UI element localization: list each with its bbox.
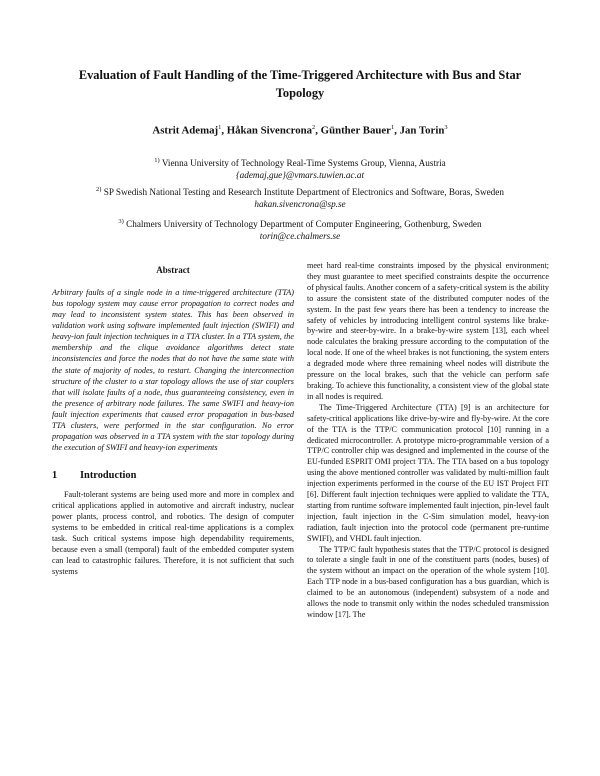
author-affiliation-mark: 1 — [218, 124, 222, 131]
affiliation-mark: 1) — [154, 157, 160, 164]
body-paragraph: meet hard real-time constraints imposed by the physical environment; they must guarantee to meet specified constraints despite the occurrence of physical faults. Another concern of a safety-critical system is the ability to assure the consistent state of the distributed computer nodes of the system. In the past few years there has been a tendency to increase the safety of vehicles by introducing intelligent control systems like brake-by-wire and steer-by-wire. In a brake-by-wire system [13], each wheel node calculates the braking pressure according to the computation of the local node. If one of the wheel brakes is not functioning, the system enters a degraded mode where three remaining wheel nodes will distribute the pressure on the local brakes, such that the vehicle can perform safe braking. To achieve this functionality, a consistent view of the global state in all nodes is required. — [307, 261, 549, 401]
author-list: Astrit Ademaj$^1$, Håkan Sivencrona$^2$, Günther Bauer$^1$, Jan Torin$^3$ — [152, 124, 448, 137]
affiliation-mark: 3) — [118, 218, 124, 225]
left-column — [52, 261, 294, 577]
affiliation-text: SP Swedish National Testing and Research Institute Department of Electronics and Software, Boras, Sweden — [103, 187, 504, 198]
author-name: Astrit Ademaj — [152, 124, 219, 137]
affiliation-text: Chalmers University of Technology Department of Computer Engineering, Gothenburg, Sweden — [126, 219, 482, 230]
affiliation-email: hakan.sivencrona@sp.se — [254, 198, 346, 209]
author-affiliation-mark: 2 — [312, 124, 316, 131]
body-paragraph: The Time-Triggered Architecture (TTA) [9] is an architecture for safety-critical applications like drive-by-wire and fly-by-wire. At the core of the TTA is the TTP/C communication protocol [10] running in a dedicated microcontroller. A prototype micro-programmable version of a TTP/C controller chip was designed and implemented in the course of the EU-funded ESPRIT OMI project TTA. The TTA based on a bus topology using the above mentioned controller was validated by multi-million fault injection experiments performed in the course of the EU IST Project FIT [6]. Different fault injection techniques were applied to validate the TTA, starting from runtime software implemented fault injection, pin-level fault injection, fault injection in the C-Sim simulation model, heavy-ion radiation, fault injection into the protocol code (permanent pre-runtime SWIFI), and VHDL fault injection. — [307, 402, 549, 543]
author-name: Günther Bauer — [320, 124, 391, 137]
affiliation-email: torin@ce.chalmers.se — [259, 230, 341, 241]
author-affiliation-mark: 1 — [390, 124, 395, 131]
author-name: Håkan Sivencrona — [226, 124, 313, 137]
affiliation-3 — [40, 216, 560, 242]
body-paragraph: The TTP/C fault hypothesis states that the TTP/C protocol is designed to tolerate a single fault in one of the constituent parts (nodes, buses) of the system without an impact on the operation of the whole system [10]. Each TTP node in a bus-based configuration has a bus guardian, which is claimed to be an autonomous (independent) subsystem of a node and allows the node to transmit only within the nodes scheduled transmission window [17]. The — [307, 544, 549, 619]
affiliation-text: Vienna University of Technology Real-Time Systems Group, Vienna, Austria — [161, 158, 446, 169]
abstract-heading: Abstract — [156, 265, 190, 275]
author-name: Jan Torin — [399, 124, 445, 137]
abstract-text: Arbitrary faults of a single node in a time-triggered architecture (TTA) bus topology system may cause error propagation to correct nodes and may lead to inconsistent system states. This has been observed in validation work using software implemented fault injection (SWIFI) and heavy-ion fault injection techniques in a TTA cluster. In a TTA system, the membership and the clique avoidance algorithms detect state inconsistencies and force the nodes that do not have the same state with the state of majority of nodes, to restart. Changing the interconnection structure of the cluster to a star topology allows the use of star couplers that will isolate faults of a node, thus guaranteeing consistency, even in the presence of arbitrary node failures. The same SWIFI and heavy-ion fault injection experiments that caused error propagation in bus-based TTA clusters, were performed in the star configuration. No error propagation was observed in a TTA system with the star topology during the execution of SWIFI and heavy-ion experiments — [52, 287, 294, 453]
right-column — [307, 261, 549, 621]
affiliation-email: {ademaj,gue}@vmars.tuwien.ac.at — [235, 169, 365, 180]
section-title: Introduction — [80, 470, 137, 482]
section-number: 1 — [52, 470, 58, 482]
author-affiliation-mark: 3 — [444, 124, 448, 131]
paper-title: Evaluation of Fault Handling of the Time-Triggered Architecture with Bus and Star Topology — [78, 68, 522, 100]
body-paragraph: Fault-tolerant systems are being used more and more in complex and critical applications applied in automotive and aircraft industry, nuclear power plants, process control, and robotics. The design of computer systems to be embedded in critical real-time applications is a complex task. Such critical systems impose high dependability requirements, because even a small (temporal) fault of the embedded computer system can lead to catastrophic failures. Therefore, it is not sufficient that such systems — [52, 490, 294, 576]
affiliation-1 — [40, 155, 560, 181]
affiliation-2 — [40, 184, 560, 210]
section-heading-introduction — [52, 471, 294, 482]
affiliation-mark: 2) — [96, 186, 102, 193]
